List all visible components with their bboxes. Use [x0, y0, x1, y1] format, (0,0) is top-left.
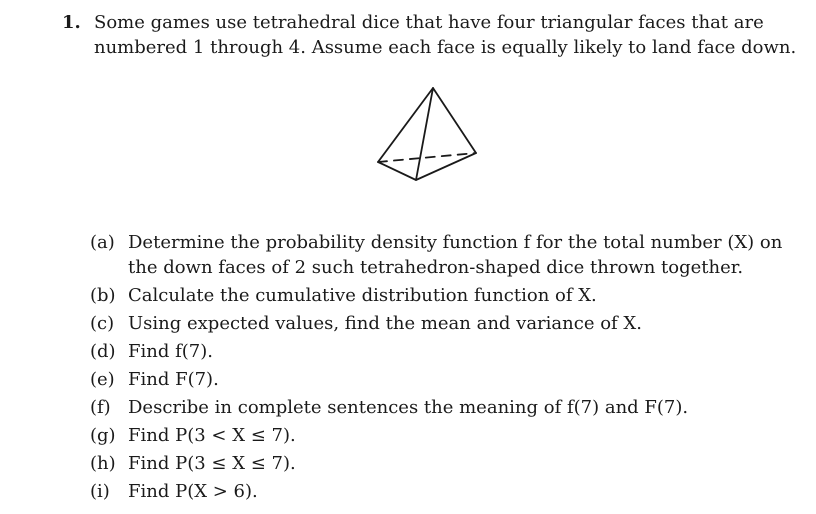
- part-text: Using expected values, find the mean and variance of X.: [128, 313, 642, 334]
- part-b: [90, 283, 790, 308]
- part-text: Find f(7).: [128, 341, 213, 362]
- part-a: [90, 230, 790, 280]
- part-text: Describe in complete sentences the meaning of f(7) and F(7).: [128, 397, 689, 418]
- problem-number: 1.: [62, 12, 81, 33]
- part-text: Find P(X > 6).: [128, 481, 258, 502]
- part-label: (b): [90, 285, 116, 306]
- part-text: Find P(3 < X ≤ 7).: [128, 425, 296, 446]
- part-f: [90, 395, 790, 420]
- part-c: [90, 311, 790, 336]
- part-label: (e): [90, 369, 115, 390]
- part-e: [90, 367, 790, 392]
- part-text: Find F(7).: [128, 369, 219, 390]
- part-d: [90, 339, 790, 364]
- part-label: (i): [90, 481, 110, 502]
- part-text: Determine the probability density function f for the total number (X) on the down faces of 2 such tetrahedron-shaped dice thrown together.: [128, 232, 783, 278]
- part-label: (h): [90, 453, 116, 474]
- part-i: [90, 479, 790, 504]
- part-label: (c): [90, 313, 115, 334]
- part-text: Find P(3 ≤ X ≤ 7).: [128, 453, 296, 474]
- problem-statement: [62, 10, 802, 60]
- part-text: Calculate the cumulative distribution function of X.: [128, 285, 597, 306]
- part-g: [90, 423, 790, 448]
- part-label: (d): [90, 341, 116, 362]
- part-h: [90, 451, 790, 476]
- question-parts-list: [90, 230, 790, 507]
- part-label: (a): [90, 232, 115, 253]
- part-label: (g): [90, 425, 116, 446]
- problem-text: Some games use tetrahedral dice that have four triangular faces that are numbered 1 through 4. Assume each face is equally likely to land face down.: [94, 12, 797, 58]
- tetrahedron-figure: [370, 82, 480, 192]
- tetrahedron-icon: [370, 82, 480, 192]
- part-label: (f): [90, 397, 111, 418]
